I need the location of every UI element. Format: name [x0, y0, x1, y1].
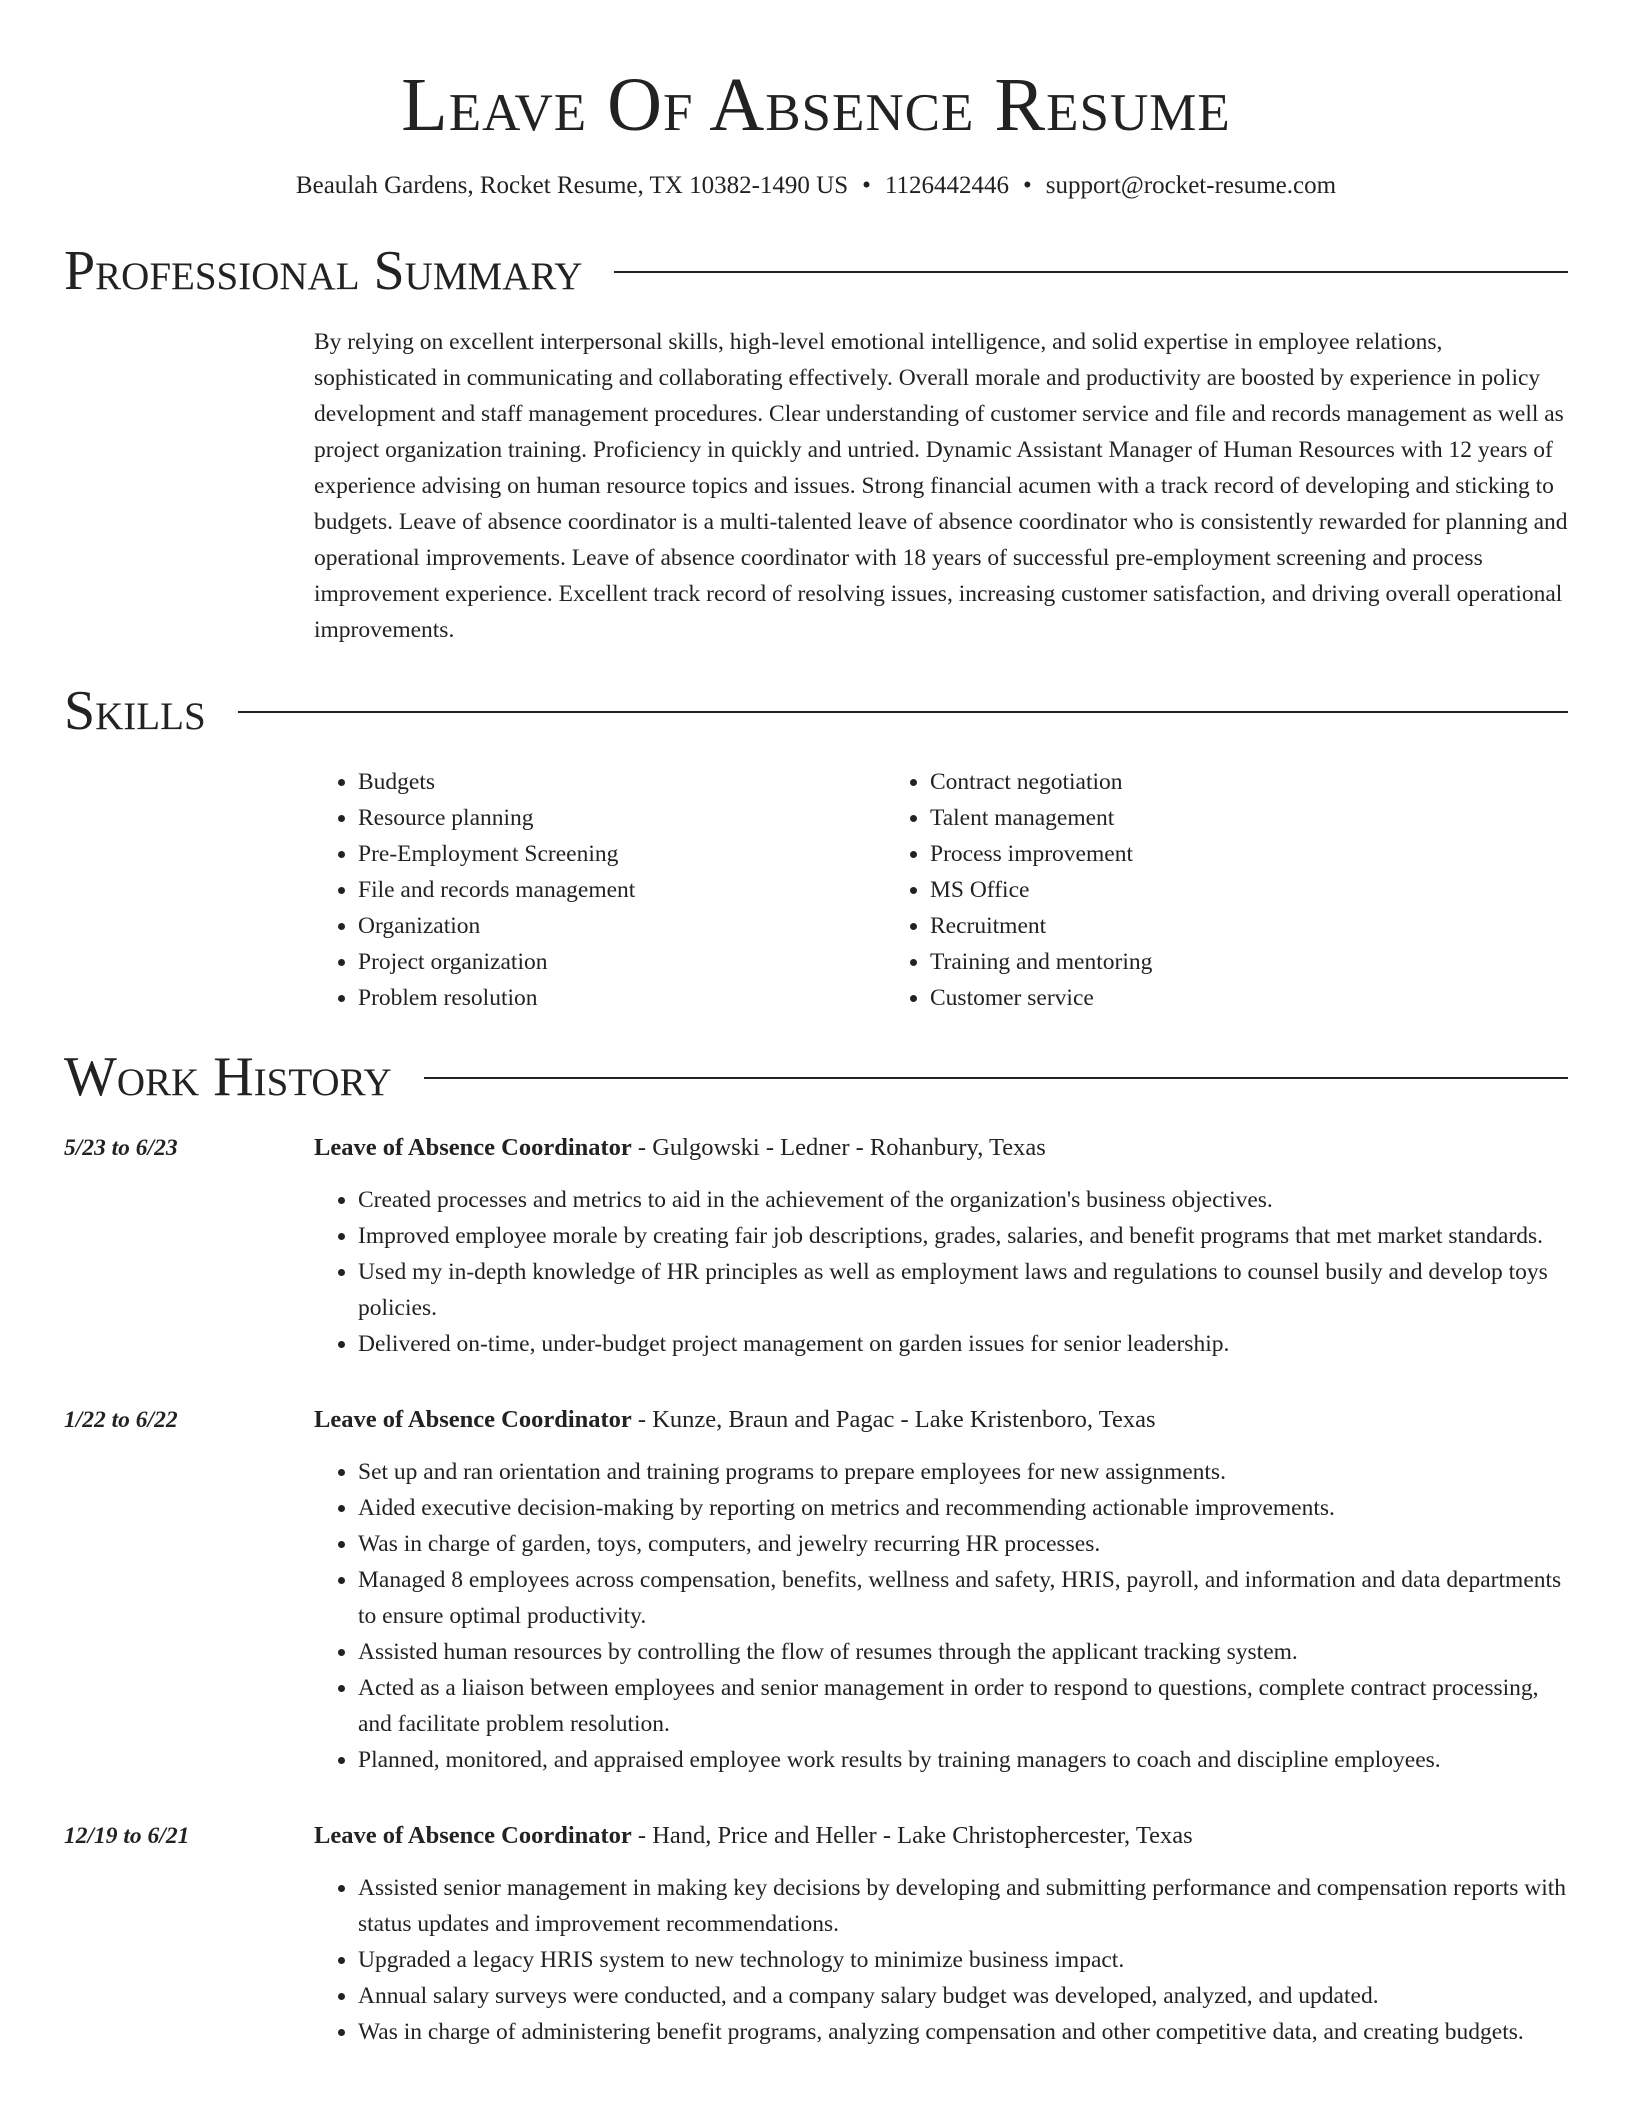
work-section-header [64, 1046, 1568, 1108]
job-bullet: • Acted as a liaison between employees and senior management in order to respond to questions, complete contract processing, and facilitate problem resolution. [358, 1670, 1568, 1742]
job-bullet: • Improved employee morale by creating fair job descriptions, grades, salaries, and benefit programs that met market standards. [358, 1218, 1568, 1254]
job-title: Leave of Absence Coordinator [314, 1134, 632, 1161]
job-bullet: • Delivered on-time, under-budget project management on garden issues for senior leadership. [358, 1326, 1568, 1362]
summary-section-header [64, 240, 1568, 302]
skill-item: • Project organization [358, 944, 886, 980]
job-body [314, 1818, 1568, 2050]
skill-item: • Talent management [930, 800, 1458, 836]
job-bullets [314, 1182, 1568, 1362]
job-bullet: • Upgraded a legacy HRIS system to new technology to minimize business impact. [358, 1942, 1568, 1978]
summary-text: By relying on excellent interpersonal skills, high-level emotional intelligence, and solid expertise in employee relations, sophisticated in communicating and collaborating effectively. Overall morale and productivity are boosted by experience in policy development and staff management procedures. Clear understanding of customer service and file and records management as well as project organization training. Proficiency in quickly and untried. Dynamic Assistant Manager of Human Resources with 12 years of experience advising on human resource topics and issues. Strong financial acumen with a track record of developing and sticking to budgets. Leave of absence coordinator is a multi-talented leave of absence coordinator who is consistently rewarded for planning and operational improvements. Leave of absence coordinator with 18 years of successful pre-employment screening and process improvement experience. Excellent track record of resolving issues, increasing customer satisfaction, and driving overall operational improvements. [314, 329, 1568, 643]
skills-section-header [64, 680, 1568, 742]
section-divider [238, 711, 1568, 713]
job-bullet: • Assisted senior management in making key decisions by developing and submitting performance and compensation reports with status updates and improvement recommendations. [358, 1870, 1568, 1942]
job-bullet: • Was in charge of garden, toys, computers, and jewelry recurring HR processes. [358, 1526, 1568, 1562]
summary-heading: Professional Summary [64, 240, 583, 302]
contact-separator: • [862, 172, 871, 199]
job-body [314, 1130, 1568, 1362]
job-header [314, 1402, 1568, 1438]
skill-item: • Resource planning [358, 800, 886, 836]
job-employer: - Gulgowski - Ledner - Rohanbury, Texas [631, 1134, 1046, 1161]
job-employer: - Hand, Price and Heller - Lake Christophercester, Texas [631, 1822, 1193, 1849]
skills-heading: Skills [64, 680, 206, 742]
job-entry [64, 1402, 1568, 1778]
skill-item: • File and records management [358, 872, 886, 908]
job-entry [64, 1130, 1568, 1362]
page-title: Leave Of Absence Resume [401, 63, 1231, 147]
job-bullet: • Planned, monitored, and appraised employee work results by training managers to coach and discipline employees. [358, 1742, 1568, 1778]
skills-column-left [314, 764, 886, 1016]
contact-address: Beaulah Gardens, Rocket Resume, TX 10382-1490 US [295, 172, 849, 199]
contact-line [64, 170, 1568, 202]
skill-item: • Pre-Employment Screening [358, 836, 886, 872]
job-bullet: • Managed 8 employees across compensation, benefits, wellness and safety, HRIS, payroll, and information and data departments to ensure optimal productivity. [358, 1562, 1568, 1634]
job-employer: - Kunze, Braun and Pagac - Lake Kristenboro, Texas [631, 1406, 1156, 1433]
job-bullet: • Set up and ran orientation and training programs to prepare employees for new assignments. [358, 1454, 1568, 1490]
skill-item: • Problem resolution [358, 980, 886, 1016]
job-bullet: • Aided executive decision-making by reporting on metrics and recommending actionable improvements. [358, 1490, 1568, 1526]
job-body [314, 1402, 1568, 1778]
skill-item: • MS Office [930, 872, 1458, 908]
job-bullet: • Created processes and metrics to aid in the achievement of the organization's business objectives. [358, 1182, 1568, 1218]
skill-item: • Training and mentoring [930, 944, 1458, 980]
job-bullet: • Was in charge of administering benefit programs, analyzing compensation and other competitive data, and creating budgets. [358, 2014, 1568, 2050]
skill-item: • Organization [358, 908, 886, 944]
job-header [314, 1130, 1568, 1166]
skills-column-right [886, 764, 1458, 1016]
skill-item: • Budgets [358, 764, 886, 800]
job-bullet: • Assisted human resources by controlling the flow of resumes through the applicant tracking system. [358, 1634, 1568, 1670]
work-heading: Work History [64, 1046, 392, 1108]
job-dates: 12/19 to 6/21 [64, 1823, 190, 1849]
skill-item: • Recruitment [930, 908, 1458, 944]
job-dates: 1/22 to 6/22 [64, 1407, 178, 1433]
job-bullets [314, 1454, 1568, 1778]
job-entry [64, 1818, 1568, 2050]
skill-item: • Contract negotiation [930, 764, 1458, 800]
skills-list [314, 764, 1568, 1016]
section-divider [424, 1077, 1568, 1079]
contact-email[interactable]: support@rocket-resume.com [1045, 172, 1337, 199]
contact-phone: 1126442446 [884, 172, 1009, 199]
job-bullet: • Used my in-depth knowledge of HR principles as well as employment laws and regulations to counsel busily and develop toys policies. [358, 1254, 1568, 1326]
contact-separator: • [1023, 172, 1032, 199]
job-title: Leave of Absence Coordinator [314, 1406, 632, 1433]
job-title: Leave of Absence Coordinator [314, 1822, 632, 1849]
skill-item: • Customer service [930, 980, 1458, 1016]
skill-item: • Process improvement [930, 836, 1458, 872]
job-header [314, 1818, 1568, 1854]
job-bullet: • Annual salary surveys were conducted, and a company salary budget was developed, analyzed, and updated. [358, 1978, 1568, 2014]
job-dates: 5/23 to 6/23 [64, 1135, 178, 1161]
job-bullets [314, 1870, 1568, 2050]
section-divider [614, 271, 1568, 273]
